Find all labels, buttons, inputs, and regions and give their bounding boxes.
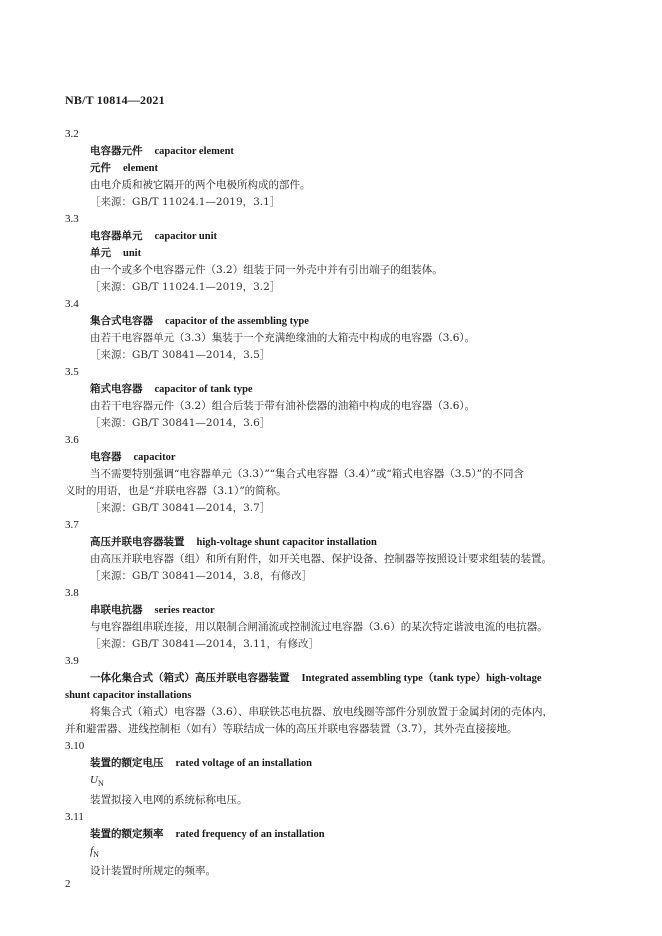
clause-number: 3.7 [65,519,79,531]
term-cn: 电容器单元 [90,230,143,242]
alt-term-en: unit [123,248,142,259]
term-heading [90,755,605,772]
symbol-letter: U [90,774,98,786]
source-reference: ［来源：GB/T 30841—2014，3.11，有修改］ [90,638,319,650]
symbol-letter: f [90,845,94,858]
term-en: capacitor of the assembling type [165,316,309,327]
term-entry-3-5 [65,364,605,432]
alt-term-cn: 元件 [90,162,111,174]
term-heading [90,143,605,160]
term-entry-3-11 [65,809,605,880]
alt-term-en: element [123,163,158,174]
definition: 由一个或多个电容器元件（3.2）组装于同一外壳中并有引出端子的组装体。 [90,264,443,276]
term-entry-3-10 [65,738,605,809]
term-en: Integrated assembling type（tank type）high-voltage [301,673,542,684]
term-heading [90,313,605,330]
alt-term-heading [90,245,605,262]
alt-term-cn: 单元 [90,247,111,259]
term-entry-3-6 [65,432,605,517]
symbol-subscript: N [97,779,104,789]
source-reference: ［来源：GB/T 30841—2014，3.5］ [90,349,271,361]
term-en: rated frequency of an installation [175,829,325,841]
clause-number: 3.10 [65,740,85,752]
definition: 当不需要特别强调“电容器单元（3.3）”“集合式电容器（3.4）”或“箱式电容器（3.5）”的不同含 [90,468,525,480]
term-heading [90,228,605,245]
term-cn: 装置的额定电压 [90,757,164,769]
term-en: capacitor of tank type [154,384,253,395]
term-heading [90,534,605,551]
term-heading [90,381,605,398]
term-en: rated voltage of an installation [175,758,312,769]
term-en: capacitor unit [154,231,218,242]
alt-term-heading [90,160,605,177]
terms-section [65,126,605,880]
definition: 由电介质和被它隔开的两个电极所构成的部件。 [90,179,311,191]
page-number: 2 [65,878,71,890]
term-en-continued: shunt capacitor installations [65,690,192,701]
source-reference: ［来源：GB/T 11024.1—2019，3.2］ [90,281,281,293]
term-cn: 高压并联电容器装置 [90,536,185,548]
term-entry-3-4 [65,296,605,364]
term-symbol [90,772,605,792]
term-en: capacitor [133,452,176,463]
definition: 由若干电容器单元（3.3）集装于一个充满绝缘油的大箱壳中构成的电容器（3.6）。 [90,332,476,344]
term-entry-3-3 [65,211,605,296]
term-entry-3-2 [65,126,605,211]
term-cn: 一体化集合式（箱式）高压并联电容器装置 [90,672,290,684]
source-reference: ［来源：GB/T 30841—2014，3.7］ [90,502,271,514]
term-cn: 电容器 [90,451,122,463]
definition: 由若干电容器元件（3.2）组合后装于带有油补偿器的油箱中构成的电容器（3.6）。 [90,400,476,412]
term-cn: 集合式电容器 [90,315,153,327]
definition: 将集合式（箱式）电容器（3.6）、串联铁芯电抗器、放电线圈等部件分别放置于金属封闭的壳体内， [90,706,553,718]
clause-number: 3.9 [65,655,79,667]
source-reference: ［来源：GB/T 30841—2014，3.6］ [90,417,271,429]
term-entry-3-9 [65,653,605,738]
term-cn: 装置的额定频率 [90,828,164,841]
term-heading [90,602,605,619]
term-entry-3-7 [65,517,605,585]
term-heading-continued [65,687,605,704]
term-entry-3-8 [65,585,605,653]
definition-continued: 义时的用语，也是“并联电容器（3.1）”的简称。 [65,485,287,497]
term-cn: 电容器元件 [90,145,143,157]
symbol-subscript: N [93,850,99,860]
definition: 与电容器组串联连接，用以限制合闸涌流或控制流过电容器（3.6）的某次特定谐波电流的电抗器。 [90,621,548,633]
term-en: series reactor [154,605,215,616]
source-reference: ［来源：GB/T 30841—2014，3.8，有修改］ [90,570,313,582]
term-en: high-voltage shunt capacitor installation [196,537,377,548]
clause-number: 3.3 [65,213,79,225]
clause-number: 3.5 [65,366,79,378]
standard-number: NB/T 10814—2021 [65,93,165,107]
clause-number: 3.2 [65,128,79,140]
source-reference: ［来源：GB/T 11024.1—2019，3.1］ [90,196,281,208]
term-cn: 串联电抗器 [90,604,143,616]
term-heading [90,449,605,466]
term-heading [90,826,605,843]
clause-number: 3.8 [65,587,79,599]
clause-number: 3.11 [65,811,84,824]
clause-number: 3.4 [65,298,79,310]
term-symbol [90,843,605,863]
definition: 由高压并联电容器（组）和所有附件，如开关电器、保护设备、控制器等按照设计要求组装的装置。 [90,553,552,565]
definition: 装置拟接入电网的系统标称电压。 [90,794,248,807]
term-en: capacitor element [154,146,234,157]
definition: 设计装置时所规定的频率。 [90,865,216,878]
definition-continued: 并和避雷器、进线控制柜（如有）等联结成一体的高压并联电容器装置（3.7），其外壳直接接地。 [65,723,518,735]
term-heading [90,670,605,687]
clause-number: 3.6 [65,434,79,446]
term-cn: 箱式电容器 [90,383,143,395]
